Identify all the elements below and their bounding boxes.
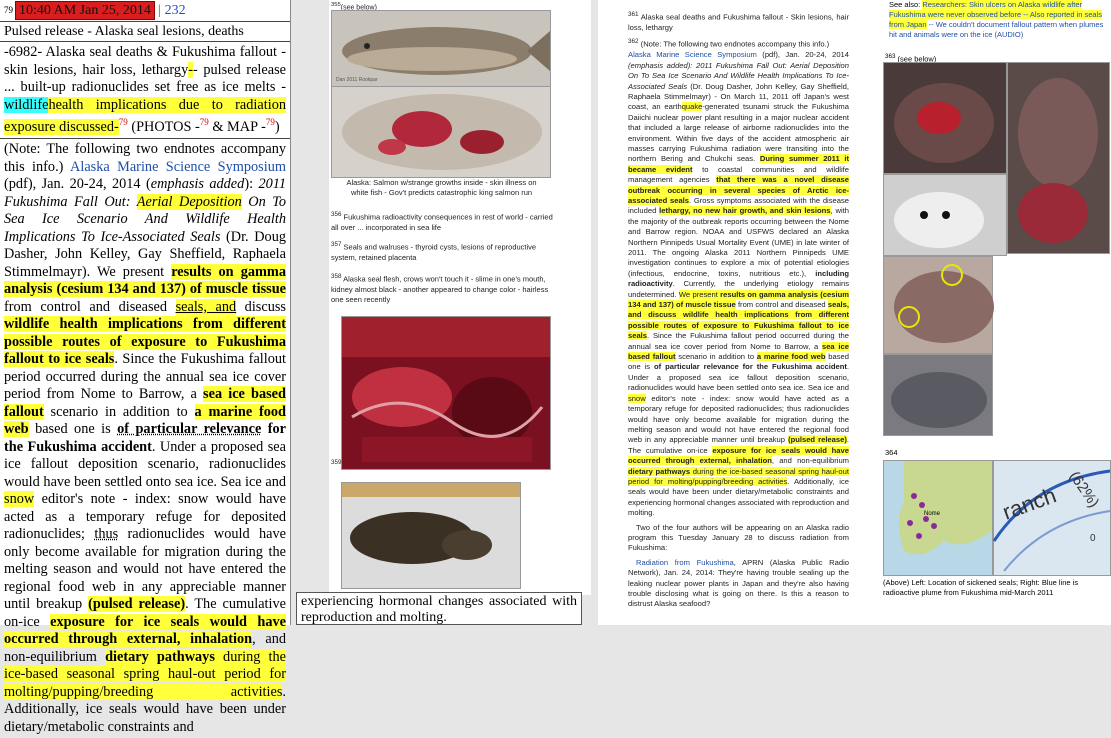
- map-label-zero: 0: [1090, 533, 1096, 544]
- radio-link-paragraph: Radiation from Fukushima, APRN (Alaska Public Radio Network), Jan. 24, 2014: They're having trouble sealing up the leaking nuclear power plants in Japan and they're also having trouble disclosing what is going on there. Is this a reason to distrust Alaska seafood?: [628, 557, 849, 609]
- photo-hairless-seal: [341, 482, 521, 589]
- note-358: $^{358}$ Alaska seal flesh, crows won't touch it - slime in one's mouth, kidney almost black - another appeared to change color - hairless one seen recently: [331, 273, 549, 304]
- header-separator: |: [157, 3, 161, 18]
- endnote-ref: 79: [265, 117, 275, 127]
- photo-seal-ulcer-1: [883, 62, 1007, 174]
- caption-364: (Above) Left: Location of sickened seals; Right: Blue line is radioactive plume from Fukushima mid-March 2011: [883, 578, 1079, 597]
- note-356: $^{356}$ Fukushima radioactivity consequences in rest of world - carried all over ... incorporated in sea life: [331, 211, 553, 232]
- researchers-link[interactable]: Researchers: [922, 0, 965, 9]
- map-plume: [993, 460, 1111, 576]
- headline-row: Pulsed release - Alaska seal lesions, deaths: [0, 22, 290, 42]
- map-label-pct: (62%): [1065, 468, 1103, 511]
- timestamp-badge: 10:40 AM Jan 25, 2014: [15, 1, 155, 20]
- main-body-text: Alaska Marine Science Symposium (pdf), Jan. 20-24, 2014 (emphasis added): 2011 Fukushima Fall Out: Aerial Deposition On To Sea Ice Scenario And Wildlife Health Implications To Ice-Associated Seals (Dr. Doug Dasher, John Kelley, Gay Sheffield, Raphaela Stimmelmayr) - On March 11, 2011 off Japan's west coast, an earthquake-generated tsunami struck the Fukushima Daiichi nuclear power plant resulting in a major nuclear accident that included a large release of airborne radionuclides into the environment. Within five days of the accident atmospheric air masses carrying Fukushima radiation were transiting into the northern Bering and Chukchi seas. During summer 2011 it became evident to coastal communities and wildlife management agencies that there was a novel disease outbreak occurring in several species of Arctic ice-associated seals. Gross symptoms associated with the disease included lethargy, no new hair growth, and skin lesions, with the majority of the outbreak reports occurring between the Nome and Barrow region. NOAA and USFWS declared an Alaska Northern Pinnipeds Usual Mortality Event (UME) in late winter of 2011. The ongoing Alaska 2011 Northern Pinnipeds UME investigation continues to explore a mix of potential etiologies (infectious, endocrine, toxins, nutritious etc.), including radioactivity. Currently, the underlying etiology remains undetermined. We present results on gamma analysis (cesium 134 and 137) of muscle tissue from control and diseased seals, and discuss wildlife health implications from different possible routes of exposure to Fukushima fallout to ice seals. Since the Fukushima fallout period occurred during the annual sea ice cover period from Nome to Barrow, a sea ice based fallout scenario in addition to a marine food web based one is of particular relevance for the Fukushima accident. Under a proposed sea ice fallout deposition scenario, radionuclides would have been settled onto sea ice. Sea ice and snow editor's note - index: snow would have acted as a temporary refuge for deposited radionuclides; thus radionuclides would have only become available for migration during the melting season and would not have entered the regional food web in any appreciable manner until breakup (pulsed release). The cumulative on-ice exposure for ice seals would have occurred through external, inhalation, and non-equilibrium dietary pathways during the ice-based seasonal spring haul-out period for molting/pupping/breeding activities. Additionally, ice seals would have been under dietary/metabolic constraints and experiencing hormonal changes associated with reproduction and molting.: [628, 50, 849, 518]
- note-357: $^{357}$ Seals and walruses - thyroid cysts, lesions of reproductive system, retained placenta: [331, 241, 537, 262]
- map-seal-locations: [883, 460, 993, 576]
- photo-seal-circled: [883, 256, 993, 354]
- note-355: $^{355}$(see below): [331, 2, 377, 12]
- amss-link[interactable]: Alaska Marine Science Symposium: [70, 158, 286, 175]
- photo-credit: Dan 2011 Rookpar: [336, 77, 378, 83]
- note-362: $^{362}$ (Note: The following two endnotes accompany this info.): [628, 38, 830, 49]
- photo-seal-flesh: [341, 316, 551, 470]
- endnote-ref: 79: [199, 117, 209, 127]
- map-label-branch: ranch: [999, 482, 1060, 525]
- see-also-note: See also: Researchers: Skin ulcers on Alaska wildlife after Fukushima were never observed before -- Also reported in seals from Japan -- We couldn't document fallout pattern when plumes hit and animals were on the ice (AUDIO): [889, 0, 1104, 39]
- photo-seal-pup: [883, 174, 1007, 256]
- amss-link[interactable]: Alaska Marine Science Symposium: [628, 50, 757, 60]
- middle-pdf-page: [329, 0, 591, 595]
- radio-paragraph: Two of the four authors will be appearing on an Alaska radio program this Tuesday January 28 to discuss radiation from Fukushima:: [628, 522, 849, 553]
- note-361: $^{361}$ Alaska seal deaths and Fukushima fallout - Skin lesions, hair loss, lethargy: [628, 11, 849, 32]
- photo-seal-grey: [883, 354, 993, 436]
- note-363: $^{363}$ (see below): [885, 53, 937, 64]
- photo-seal-ulcer-2: [1007, 62, 1110, 254]
- page-number-link[interactable]: 232: [164, 3, 186, 18]
- entry-header-row: [0, 0, 290, 22]
- photo-fish-lesion: [331, 86, 551, 178]
- right-text-column: [628, 10, 849, 614]
- radio-fukushima-link[interactable]: Radiation from Fukushima: [636, 557, 734, 567]
- note-359: 359: [331, 459, 342, 466]
- bottom-text-box: experiencing hormonal changes associated with reproduction and molting.: [296, 592, 582, 625]
- endnote-ref: 79: [118, 117, 128, 127]
- map-label-nome: Nome: [924, 511, 941, 517]
- caption-salmon: Alaska: Salmon w/strange growths inside - skin illness on white fish - Gov't predicts catastrophic king salmon run: [346, 178, 537, 197]
- main-paragraph: (Note: The following two endnotes accompany this info.) Alaska Marine Science Symposium (pdf), Jan. 20-24, 2014 (emphasis added): 2011 Fukushima Fall Out: Aerial Deposition On To Sea Ice Scenario And Wildlife Health Implications To Ice-Associated Seals (Dr. Doug Dasher, John Kelley, Gay Sheffield, Raphaela Stimmelmayr). We present results on gamma analysis (cesium 134 and 137) of muscle tissue from control and diseased seals, and discuss wildlife health implications from different possible routes of exposure to Fukushima fallout to ice seals. Since the Fukushima fallout period occurred during the annual sea ice cover period from Nome to Barrow, a sea ice based fallout scenario in addition to a marine food web based one is of particular relevance for the Fukushima accident. Under a proposed sea ice fallout deposition scenario, radionuclides would have been settled onto sea ice. Sea ice and snow editor's note - index: snow would have acted as a temporary refuge for deposited radionuclides; thus radionuclides would have only become available for migration during the melting season and would not have entered the regional food web in any appreciable manner until breakup (pulsed release). The cumulative on-ice exposure for ice seals would have occurred through external, inhalation, and non-equilibrium dietary pathways during the ice-based seasonal spring haul-out period for molting/pupping/breeding activities. Additionally, ice seals would have been under dietary/metabolic constraints and: [4, 141, 287, 735]
- photo-salmon: [331, 10, 551, 87]
- summary-paragraph: -6982- Alaska seal deaths & Fukushima fallout - skin lesions, hair loss, lethargy-- pulsed release ... built-up radionuclides set free as ice melts - wildlifehealth implications due to radiation exposure discussed-$^{79}$ (PHOTOS -$^{79}$ & MAP -$^{79}$): [0, 42, 290, 139]
- left-document-page: [0, 0, 291, 735]
- note-364: 364: [885, 448, 898, 457]
- right-pdf-page: [598, 0, 1111, 625]
- entry-number: 79: [4, 5, 13, 15]
